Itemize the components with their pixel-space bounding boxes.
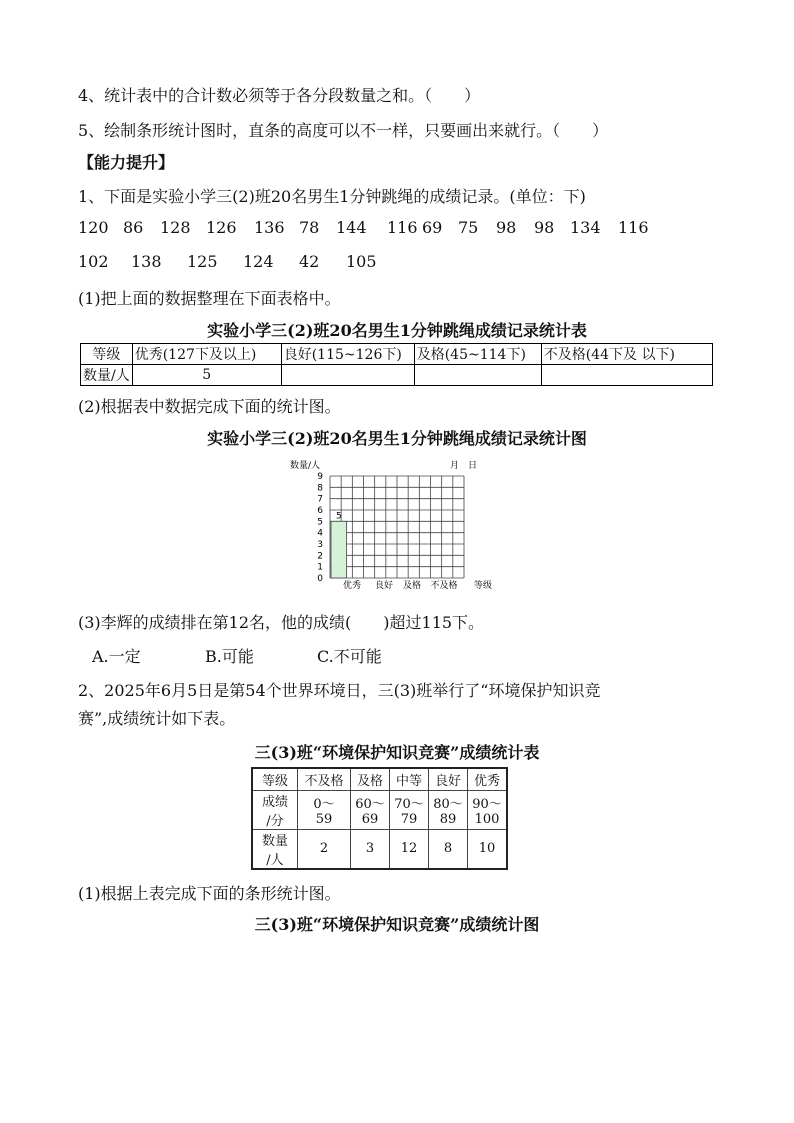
score-value: 98 xyxy=(496,218,517,237)
chart-1-title: 实验小学三(2)班20名男生1分钟跳绳成绩记录统计图 xyxy=(207,429,587,448)
question-5: 5、绘制条形统计图时，直条的高度可以不一样，只要画出来就行。（ ） xyxy=(78,121,609,140)
table-cell: 不及格 xyxy=(298,768,351,790)
option-c[interactable]: C.不可能 xyxy=(317,647,382,666)
y-tick-label: 5 xyxy=(317,517,323,528)
y-axis-label: 数量/人 xyxy=(290,461,321,471)
x-axis-label: 等级 xyxy=(474,581,493,591)
table-cell: 3 xyxy=(351,829,390,869)
table-cell: 及格(45~114下) xyxy=(414,344,541,365)
option-b[interactable]: B.可能 xyxy=(205,647,254,666)
table-cell: 等级 xyxy=(81,344,133,365)
problem-1-sub-3: (3)李辉的成绩排在第12名，他的成绩( )超过115下。 xyxy=(78,613,485,632)
score-value: 75 xyxy=(458,218,479,237)
table-cell: 优秀(127下及以上) xyxy=(132,344,281,365)
table-cell xyxy=(252,829,298,869)
y-tick-label: 3 xyxy=(317,540,323,550)
contest-table xyxy=(251,767,508,870)
table-cell xyxy=(252,790,298,829)
table-cell[interactable] xyxy=(281,365,414,386)
score-value: 120 xyxy=(78,218,109,237)
table-cell: 10 xyxy=(468,829,508,869)
option-a[interactable]: A.一定 xyxy=(92,647,141,666)
table-cell[interactable] xyxy=(541,365,712,386)
score-value: 42 xyxy=(299,252,320,271)
table-cell: 数量/人 xyxy=(81,365,133,386)
section-title: 【能力提升】 xyxy=(78,153,175,172)
category-label: 良好 xyxy=(374,581,394,591)
table-cell: 2 xyxy=(298,829,351,869)
table-cell: 等级 xyxy=(252,768,298,790)
y-tick-label: 0 xyxy=(317,574,323,584)
table-cell xyxy=(351,790,390,829)
table-cell[interactable] xyxy=(414,365,541,386)
table-cell xyxy=(429,790,468,829)
table-2-title: 三(3)班“环境保护知识竞赛”成绩统计表 xyxy=(254,743,540,762)
y-tick-label: 4 xyxy=(317,528,323,539)
y-tick-label: 8 xyxy=(317,483,323,494)
cell-line: 69 xyxy=(361,811,379,827)
cell-line: /分 xyxy=(266,813,284,829)
table-cell xyxy=(298,790,351,829)
table-cell: 良好 xyxy=(429,768,468,790)
cell-line: /人 xyxy=(266,852,284,868)
y-tick-label: 6 xyxy=(317,506,323,516)
category-label: 不及格 xyxy=(430,581,458,591)
category-label: 及格 xyxy=(402,581,422,591)
problem-1-sub-2: (2)根据表中数据完成下面的统计图。 xyxy=(78,397,341,416)
score-value: 125 xyxy=(187,252,218,271)
score-value: 134 xyxy=(570,218,601,237)
table-header-row xyxy=(252,768,507,790)
problem-1-sub-1: (1)把上面的数据整理在下面表格中。 xyxy=(78,289,341,308)
score-value: 126 xyxy=(206,218,237,237)
score-value: 138 xyxy=(131,252,162,271)
score-value: 124 xyxy=(243,252,274,271)
y-tick-label: 7 xyxy=(317,494,323,505)
problem-2-intro-line-1: 2、2025年6月5日是第54个世界环境日，三(3)班举行了“环境保护知识竞 xyxy=(78,681,601,700)
cell-line: 成绩 xyxy=(261,794,288,810)
score-value: 128 xyxy=(160,218,191,237)
score-value: 116 xyxy=(387,218,418,237)
problem-1-intro: 1、下面是实验小学三(2)班20名男生1分钟跳绳的成绩记录。(单位：下) xyxy=(78,187,586,206)
table-cell: 优秀 xyxy=(468,768,508,790)
table-row xyxy=(81,365,713,386)
table-row xyxy=(252,829,507,869)
category-label: 优秀 xyxy=(342,581,362,591)
table-header-row xyxy=(81,344,713,365)
table-cell: 5 xyxy=(132,365,281,386)
date-label: 月 日 xyxy=(450,461,478,471)
score-value: 116 xyxy=(618,218,649,237)
jump-rope-table xyxy=(80,343,713,386)
score-value: 86 xyxy=(123,218,144,237)
table-cell: 12 xyxy=(390,829,429,869)
table-cell xyxy=(468,790,508,829)
chart-2-title: 三(3)班“环境保护知识竞赛”成绩统计图 xyxy=(254,915,540,934)
table-cell: 及格 xyxy=(351,768,390,790)
score-value: 98 xyxy=(534,218,555,237)
score-value: 144 xyxy=(336,218,367,237)
y-tick-label: 2 xyxy=(317,551,323,562)
cell-line: 80～ xyxy=(433,796,463,812)
score-value: 102 xyxy=(78,252,109,271)
score-value: 78 xyxy=(299,218,320,237)
bar-value-label: 5 xyxy=(335,511,342,522)
table-row xyxy=(252,790,507,829)
question-4: 4、统计表中的合计数必须等于各分段数量之和。（ ） xyxy=(78,86,481,105)
table-cell: 8 xyxy=(429,829,468,869)
table-1-title: 实验小学三(2)班20名男生1分钟跳绳成绩记录统计表 xyxy=(207,321,587,340)
cell-line: 数量 xyxy=(261,833,288,849)
table-cell: 不及格(44下及 以下) xyxy=(541,344,712,365)
score-value: 105 xyxy=(346,252,377,271)
cell-line: 89 xyxy=(439,811,457,827)
y-tick-label: 9 xyxy=(317,472,323,482)
cell-line: 90～ xyxy=(472,796,502,812)
cell-line: 60～ xyxy=(355,796,385,812)
cell-line: 79 xyxy=(400,811,418,827)
y-tick-label: 1 xyxy=(317,562,323,573)
cell-line: 70～ xyxy=(394,796,424,812)
cell-line: 59 xyxy=(315,811,333,827)
cell-line: 100 xyxy=(474,811,500,827)
table-cell: 良好(115~126下) xyxy=(281,344,414,365)
bar-优秀 xyxy=(331,521,347,578)
cell-line: 0～ xyxy=(313,796,335,812)
table-cell: 中等 xyxy=(390,768,429,790)
problem-2-sub-1: (1)根据上表完成下面的条形统计图。 xyxy=(78,884,341,903)
score-value: 69 xyxy=(422,218,443,237)
score-value: 136 xyxy=(254,218,285,237)
bar-chart xyxy=(288,458,498,592)
problem-2-intro-line-2: 赛”,成绩统计如下表。 xyxy=(78,709,236,728)
table-cell xyxy=(390,790,429,829)
